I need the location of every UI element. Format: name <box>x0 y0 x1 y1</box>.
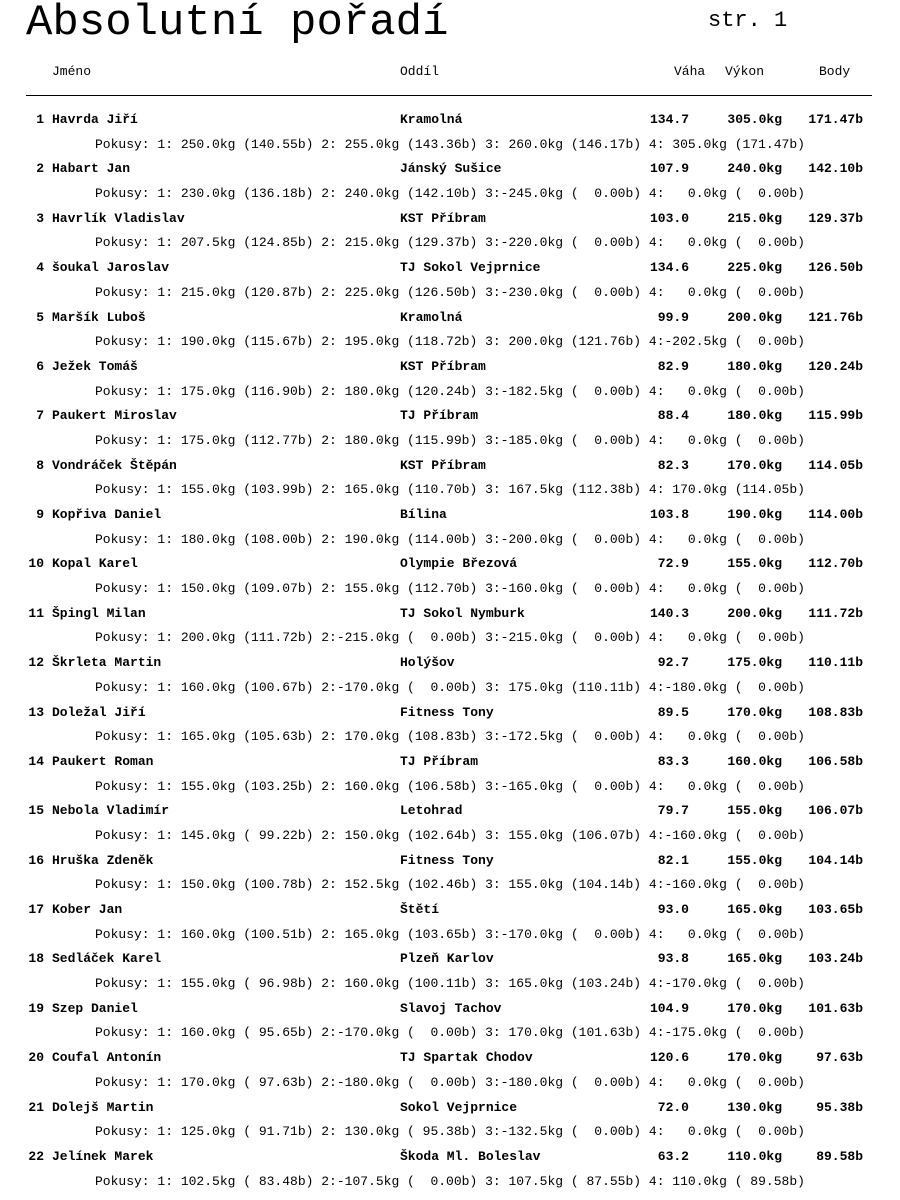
attempts-text: Pokusy: 1: 160.0kg (100.51b) 2: 165.0kg (103.65b) 3:-170.0kg ( 0.00b) 4: 0.0kg ( 0.00b) <box>95 926 805 942</box>
points-cell: 103.24b <box>808 951 863 967</box>
rank-cell: 8 <box>36 457 44 473</box>
weight-cell: 93.0 <box>657 902 689 917</box>
name-cell: Nebola Vladimír <box>52 803 170 819</box>
result-row <box>0 849 900 874</box>
attempts-text: Pokusy: 1: 180.0kg (108.00b) 2: 190.0kg (114.00b) 3:-200.0kg ( 0.00b) 4: 0.0kg ( 0.00b) <box>95 531 805 547</box>
weight-cell: 120.6 <box>649 1050 689 1066</box>
result-row <box>0 552 900 577</box>
name-cell: Paukert Miroslav <box>52 408 177 424</box>
rank-cell: 11 <box>28 605 44 621</box>
attempts-row <box>0 281 900 306</box>
name-cell: Szep Daniel <box>52 1000 138 1016</box>
result-cell: 130.0kg <box>727 1099 782 1115</box>
club-cell: TJ Příbram <box>400 753 479 769</box>
points-cell: 121.76b <box>808 309 863 325</box>
club-cell: TJ Sokol Nymburk <box>400 605 525 621</box>
points-cell: 89.58b <box>816 1148 863 1164</box>
result-cell: 160.0kg <box>727 753 782 769</box>
column-header-result: Výkon <box>725 64 765 79</box>
club-cell: Kramolná <box>400 309 463 325</box>
points-cell: 106.07b <box>808 803 863 819</box>
attempts-row <box>0 775 900 800</box>
header-divider <box>26 95 872 96</box>
points-cell: 142.10b <box>808 161 863 177</box>
attempts-text: Pokusy: 1: 155.0kg (103.99b) 2: 165.0kg (110.70b) 3: 167.5kg (112.38b) 4: 170.0kg (114.05b) <box>95 482 805 498</box>
page-number: str. 1 <box>708 8 788 33</box>
name-cell: Hruška Zdeněk <box>52 852 154 868</box>
column-header-name: Jméno <box>52 64 92 79</box>
club-cell: Fitness Tony <box>400 704 494 720</box>
club-cell: Štětí <box>400 902 440 917</box>
attempts-text: Pokusy: 1: 165.0kg (105.63b) 2: 170.0kg (108.83b) 3:-172.5kg ( 0.00b) 4: 0.0kg ( 0.00b) <box>95 729 805 745</box>
attempts-text: Pokusy: 1: 190.0kg (115.67b) 2: 195.0kg (118.72b) 3: 200.0kg (121.76b) 4:-202.5kg ( 0.00b) <box>95 334 805 350</box>
result-row <box>0 799 900 824</box>
club-cell: Letohrad <box>400 803 463 819</box>
points-cell: 120.24b <box>808 358 863 374</box>
result-row <box>0 1145 900 1170</box>
attempts-text: Pokusy: 1: 150.0kg (100.78b) 2: 152.5kg (102.46b) 3: 155.0kg (104.14b) 4:-160.0kg ( 0.00b) <box>95 877 805 893</box>
name-cell: Jelínek Marek <box>52 1148 154 1164</box>
rank-cell: 3 <box>36 210 44 226</box>
attempts-text: Pokusy: 1: 207.5kg (124.85b) 2: 215.0kg (129.37b) 3:-220.0kg ( 0.00b) 4: 0.0kg ( 0.00b) <box>95 235 805 251</box>
result-row <box>0 651 900 676</box>
name-cell: Habart Jan <box>52 161 131 177</box>
weight-cell: 103.0 <box>649 210 689 226</box>
club-cell: Bílina <box>400 507 447 522</box>
weight-cell: 93.8 <box>657 951 689 967</box>
club-cell: Jánský Sušice <box>400 161 502 177</box>
name-cell: Dolejš Martin <box>52 1099 154 1115</box>
weight-cell: 72.0 <box>657 1099 689 1115</box>
attempts-row <box>0 725 900 750</box>
name-cell: Vondráček Štěpán <box>52 457 177 473</box>
weight-cell: 79.7 <box>657 803 689 819</box>
attempts-text: Pokusy: 1: 160.0kg ( 95.65b) 2:-170.0kg ( 0.00b) 3: 170.0kg (101.63b) 4:-175.0kg ( 0.00b) <box>95 1025 805 1041</box>
weight-cell: 134.7 <box>649 112 689 127</box>
result-cell: 225.0kg <box>727 260 782 276</box>
attempts-row <box>0 429 900 454</box>
result-row <box>0 454 900 479</box>
result-row <box>0 997 900 1022</box>
attempts-text: Pokusy: 1: 200.0kg (111.72b) 2:-215.0kg ( 0.00b) 3:-215.0kg ( 0.00b) 4: 0.0kg ( 0.00b) <box>95 630 805 646</box>
result-cell: 240.0kg <box>727 161 782 177</box>
weight-cell: 88.4 <box>657 408 689 424</box>
result-cell: 170.0kg <box>727 457 782 473</box>
points-cell: 114.00b <box>808 507 863 522</box>
points-cell: 110.11b <box>808 655 863 671</box>
attempts-row <box>0 133 900 158</box>
weight-cell: 99.9 <box>657 309 689 325</box>
weight-cell: 107.9 <box>649 161 689 177</box>
name-cell: Kopal Karel <box>52 556 138 572</box>
result-row <box>0 1046 900 1071</box>
result-cell: 165.0kg <box>727 951 782 967</box>
weight-cell: 103.8 <box>649 507 689 522</box>
rank-cell: 12 <box>28 655 44 671</box>
club-cell: KST Příbram <box>400 210 486 226</box>
name-cell: Coufal Antonín <box>52 1050 162 1066</box>
club-cell: Škoda Ml. Boleslav <box>400 1148 541 1164</box>
attempts-text: Pokusy: 1: 170.0kg ( 97.63b) 2:-180.0kg ( 0.00b) 3:-180.0kg ( 0.00b) 4: 0.0kg ( 0.00b) <box>95 1074 805 1090</box>
name-cell: Sedláček Karel <box>52 951 162 967</box>
attempts-text: Pokusy: 1: 125.0kg ( 91.71b) 2: 130.0kg ( 95.38b) 3:-132.5kg ( 0.00b) 4: 0.0kg ( 0.00b) <box>95 1124 805 1140</box>
rank-cell: 10 <box>28 556 44 572</box>
column-header-points: Body <box>819 64 851 79</box>
result-cell: 170.0kg <box>727 1050 782 1066</box>
weight-cell: 140.3 <box>649 605 689 621</box>
attempts-row <box>0 873 900 898</box>
name-cell: Paukert Roman <box>52 753 154 769</box>
club-cell: Plzeň Karlov <box>400 951 494 967</box>
page-title: Absolutní pořadí <box>26 0 449 48</box>
weight-cell: 72.9 <box>657 556 689 572</box>
attempts-text: Pokusy: 1: 215.0kg (120.87b) 2: 225.0kg (126.50b) 3:-230.0kg ( 0.00b) 4: 0.0kg ( 0.00b) <box>95 284 805 300</box>
rank-cell: 13 <box>28 704 44 720</box>
club-cell: Sokol Vejprnice <box>400 1099 518 1115</box>
attempts-row <box>0 626 900 651</box>
club-cell: Holýšov <box>400 655 455 671</box>
result-cell: 175.0kg <box>727 655 782 671</box>
name-cell: Špingl Milan <box>52 605 146 621</box>
result-row <box>0 701 900 726</box>
result-cell: 165.0kg <box>727 902 782 917</box>
club-cell: Slavoj Tachov <box>400 1000 502 1016</box>
rank-cell: 21 <box>28 1099 44 1115</box>
attempts-row <box>0 1021 900 1046</box>
name-cell: Maršík Luboš <box>52 309 146 325</box>
points-cell: 111.72b <box>808 605 863 621</box>
result-cell: 305.0kg <box>727 112 782 127</box>
result-row <box>0 157 900 182</box>
attempts-text: Pokusy: 1: 155.0kg ( 96.98b) 2: 160.0kg (100.11b) 3: 165.0kg (103.24b) 4:-170.0kg ( 0.00b) <box>95 976 805 992</box>
name-cell: Kopřiva Daniel <box>52 507 162 522</box>
rank-cell: 2 <box>36 161 44 177</box>
result-row <box>0 256 900 281</box>
club-cell: TJ Sokol Vejprnice <box>400 260 541 276</box>
attempts-row <box>0 380 900 405</box>
attempts-row <box>0 1071 900 1096</box>
result-cell: 180.0kg <box>727 408 782 424</box>
attempts-text: Pokusy: 1: 250.0kg (140.55b) 2: 255.0kg (143.36b) 3: 260.0kg (146.17b) 4: 305.0kg (171.47b) <box>95 136 805 152</box>
name-cell: Havrda Jiří <box>52 112 138 127</box>
rank-cell: 14 <box>28 753 44 769</box>
rank-cell: 7 <box>36 408 44 424</box>
attempts-text: Pokusy: 1: 145.0kg ( 99.22b) 2: 150.0kg (102.64b) 3: 155.0kg (106.07b) 4:-160.0kg ( 0.00b) <box>95 827 805 843</box>
attempts-row <box>0 231 900 256</box>
club-cell: Kramolná <box>400 112 463 127</box>
weight-cell: 83.3 <box>657 753 689 769</box>
attempts-row <box>0 182 900 207</box>
result-cell: 200.0kg <box>727 605 782 621</box>
rank-cell: 1 <box>36 112 44 127</box>
weight-cell: 134.6 <box>649 260 689 276</box>
result-row <box>0 947 900 972</box>
points-cell: 108.83b <box>808 704 863 720</box>
points-cell: 126.50b <box>808 260 863 276</box>
club-cell: Fitness Tony <box>400 852 494 868</box>
attempts-row <box>0 577 900 602</box>
result-row <box>0 1096 900 1121</box>
name-cell: šoukal Jaroslav <box>52 260 170 276</box>
result-cell: 155.0kg <box>727 852 782 868</box>
attempts-text: Pokusy: 1: 160.0kg (100.67b) 2:-170.0kg ( 0.00b) 3: 175.0kg (110.11b) 4:-180.0kg ( 0.00b) <box>95 679 805 695</box>
result-row <box>0 306 900 331</box>
attempts-text: Pokusy: 1: 155.0kg (103.25b) 2: 160.0kg (106.58b) 3:-165.0kg ( 0.00b) 4: 0.0kg ( 0.00b) <box>95 778 805 794</box>
name-cell: Ježek Tomáš <box>52 358 138 374</box>
result-row <box>0 503 900 528</box>
weight-cell: 92.7 <box>657 655 689 671</box>
rank-cell: 22 <box>28 1148 44 1164</box>
points-cell: 115.99b <box>808 408 863 424</box>
attempts-text: Pokusy: 1: 102.5kg ( 83.48b) 2:-107.5kg ( 0.00b) 3: 107.5kg ( 87.55b) 4: 110.0kg ( 89.58b) <box>95 1173 805 1189</box>
rank-cell: 18 <box>28 951 44 967</box>
result-row <box>0 602 900 627</box>
points-cell: 171.47b <box>808 112 863 127</box>
result-cell: 155.0kg <box>727 803 782 819</box>
result-cell: 170.0kg <box>727 1000 782 1016</box>
points-cell: 129.37b <box>808 210 863 226</box>
weight-cell: 82.3 <box>657 457 689 473</box>
attempts-row <box>0 1170 900 1195</box>
attempts-row <box>0 528 900 553</box>
weight-cell: 63.2 <box>657 1148 689 1164</box>
result-row <box>0 750 900 775</box>
club-cell: TJ Příbram <box>400 408 479 424</box>
club-cell: Olympie Březová <box>400 556 518 572</box>
club-cell: TJ Spartak Chodov <box>400 1050 533 1066</box>
result-cell: 180.0kg <box>727 358 782 374</box>
points-cell: 101.63b <box>808 1000 863 1016</box>
result-cell: 110.0kg <box>727 1148 782 1164</box>
rank-cell: 19 <box>28 1000 44 1016</box>
rank-cell: 6 <box>36 358 44 374</box>
result-cell: 200.0kg <box>727 309 782 325</box>
weight-cell: 82.9 <box>657 358 689 374</box>
result-row <box>0 207 900 232</box>
column-header-club: Oddíl <box>400 64 440 79</box>
attempts-row <box>0 923 900 948</box>
name-cell: Havrlík Vladislav <box>52 210 185 226</box>
rank-cell: 16 <box>28 852 44 868</box>
club-cell: KST Příbram <box>400 457 486 473</box>
result-cell: 215.0kg <box>727 210 782 226</box>
column-header-weight: Váha <box>674 64 706 79</box>
rank-cell: 9 <box>36 507 44 522</box>
points-cell: 103.65b <box>808 902 863 917</box>
name-cell: Kober Jan <box>52 902 123 917</box>
points-cell: 104.14b <box>808 852 863 868</box>
name-cell: Škrleta Martin <box>52 655 162 671</box>
attempts-row <box>0 824 900 849</box>
attempts-text: Pokusy: 1: 150.0kg (109.07b) 2: 155.0kg (112.70b) 3:-160.0kg ( 0.00b) 4: 0.0kg ( 0.00b) <box>95 581 805 597</box>
club-cell: KST Příbram <box>400 358 486 374</box>
weight-cell: 82.1 <box>657 852 689 868</box>
result-cell: 190.0kg <box>727 507 782 522</box>
rank-cell: 4 <box>36 260 44 276</box>
result-cell: 155.0kg <box>727 556 782 572</box>
weight-cell: 104.9 <box>649 1000 689 1016</box>
rank-cell: 15 <box>28 803 44 819</box>
result-row <box>0 108 900 133</box>
result-row <box>0 898 900 923</box>
attempts-row <box>0 676 900 701</box>
points-cell: 106.58b <box>808 753 863 769</box>
attempts-row <box>0 478 900 503</box>
rank-cell: 17 <box>28 902 44 917</box>
rank-cell: 5 <box>36 309 44 325</box>
name-cell: Doležal Jiří <box>52 704 146 720</box>
result-row <box>0 404 900 429</box>
attempts-text: Pokusy: 1: 230.0kg (136.18b) 2: 240.0kg (142.10b) 3:-245.0kg ( 0.00b) 4: 0.0kg ( 0.00b) <box>95 186 805 202</box>
result-row <box>0 355 900 380</box>
attempts-text: Pokusy: 1: 175.0kg (116.90b) 2: 180.0kg (120.24b) 3:-182.5kg ( 0.00b) 4: 0.0kg ( 0.00b) <box>95 383 805 399</box>
attempts-row <box>0 330 900 355</box>
result-cell: 170.0kg <box>727 704 782 720</box>
points-cell: 114.05b <box>808 457 863 473</box>
points-cell: 112.70b <box>808 556 863 572</box>
points-cell: 97.63b <box>816 1050 863 1066</box>
results-list <box>0 108 900 1194</box>
attempts-row <box>0 1120 900 1145</box>
points-cell: 95.38b <box>816 1099 863 1115</box>
attempts-row <box>0 972 900 997</box>
weight-cell: 89.5 <box>657 704 689 720</box>
attempts-text: Pokusy: 1: 175.0kg (112.77b) 2: 180.0kg (115.99b) 3:-185.0kg ( 0.00b) 4: 0.0kg ( 0.00b) <box>95 432 805 448</box>
rank-cell: 20 <box>28 1050 44 1066</box>
